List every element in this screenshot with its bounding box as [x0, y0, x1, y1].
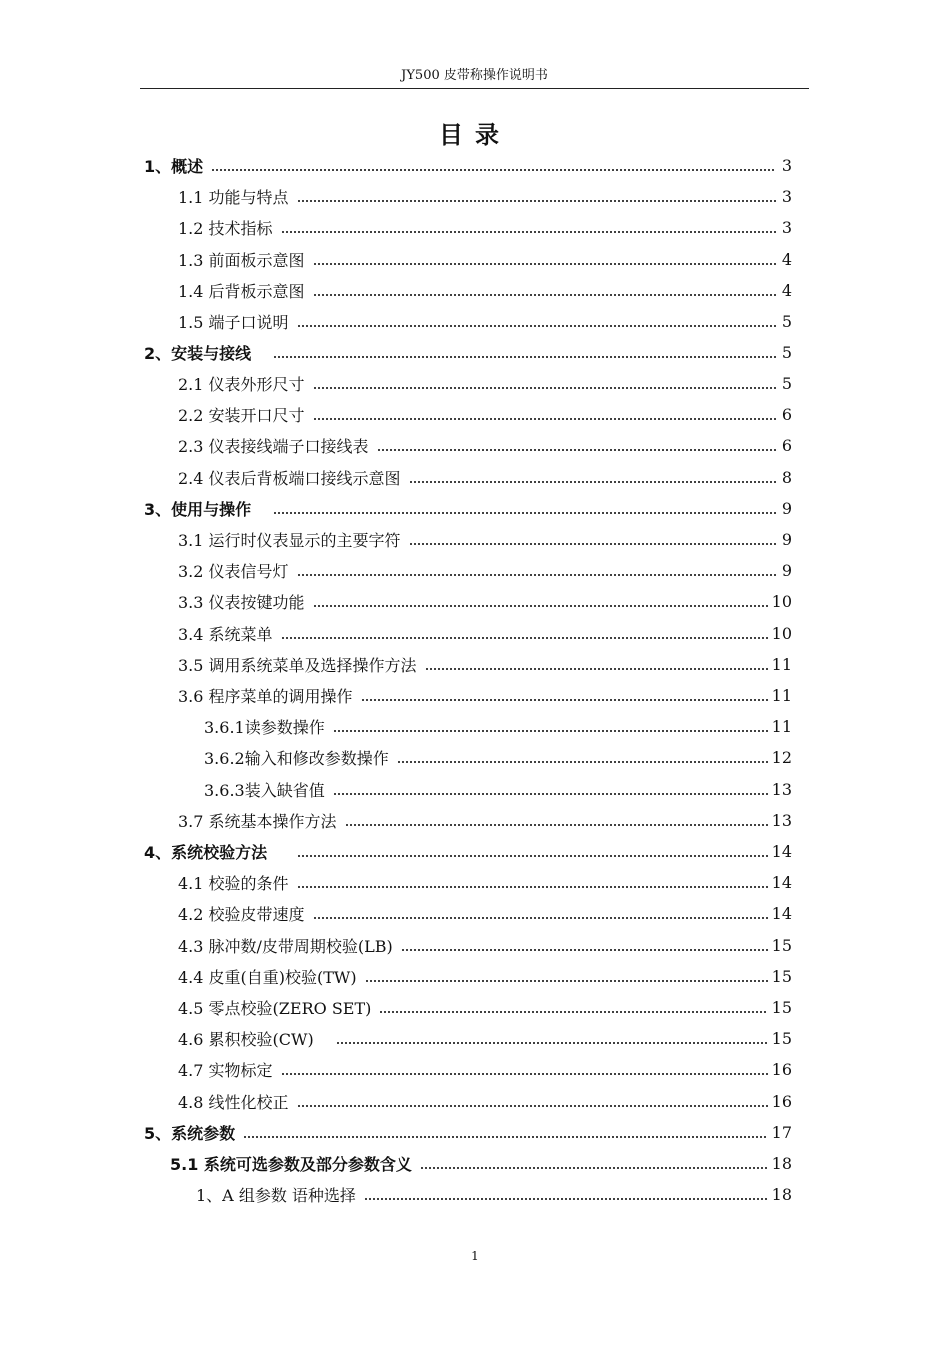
toc-entry-page: 3 — [781, 156, 792, 175]
toc-entry-2-1[interactable] — [178, 368, 792, 399]
toc-entry-4-7[interactable] — [178, 1054, 792, 1085]
toc-entry-label: 4.5 零点校验(ZERO SET) — [178, 999, 372, 1018]
toc-entry-label: 4、系统校验方法 — [144, 843, 268, 862]
toc-entry-page: 11 — [771, 717, 792, 736]
toc-entry-page: 15 — [771, 967, 792, 986]
dot-leader — [243, 1125, 768, 1141]
toc-entry-page: 5 — [781, 312, 792, 331]
toc-entry-page: 9 — [781, 530, 792, 549]
toc-entry-page: 15 — [771, 936, 792, 955]
dot-leader — [313, 376, 776, 392]
toc-entry-label: 1.1 功能与特点 — [178, 188, 289, 207]
toc-entry-label: 3.3 仪表按键功能 — [178, 593, 305, 612]
toc-entry-page: 18 — [771, 1154, 792, 1173]
toc-entry-label: 4.7 实物标定 — [178, 1061, 273, 1080]
toc-entry-label: 3.7 系统基本操作方法 — [178, 812, 337, 831]
toc-entry-label: 1、A 组参数 语种选择 — [196, 1186, 356, 1205]
toc-entry-label: 3.2 仪表信号灯 — [178, 562, 289, 581]
dot-leader — [361, 688, 768, 704]
toc-entry-page: 13 — [771, 811, 792, 830]
toc-entry-section-5[interactable] — [144, 1117, 792, 1148]
dot-leader — [281, 626, 768, 642]
toc-entry-page: 15 — [771, 1029, 792, 1048]
toc-entry-page: 14 — [771, 842, 792, 861]
toc-entry-page: 17 — [771, 1123, 792, 1142]
dot-leader — [297, 875, 768, 891]
toc-entry-page: 13 — [771, 780, 792, 799]
toc-entry-4-8[interactable] — [178, 1086, 792, 1117]
toc-entry-label: 3.6.1读参数操作 — [204, 718, 325, 737]
toc-entry-page: 10 — [771, 624, 792, 643]
toc-entry-label: 1.5 端子口说明 — [178, 313, 289, 332]
dot-leader — [401, 938, 768, 954]
toc-entry-label: 1.4 后背板示意图 — [178, 282, 305, 301]
toc-entry-3-2[interactable] — [178, 555, 792, 586]
toc-entry-label: 5.1 系统可选参数及部分参数含义 — [170, 1155, 412, 1174]
dot-leader — [297, 314, 776, 330]
toc-entry-5-1[interactable] — [170, 1148, 792, 1179]
toc-entry-page: 11 — [771, 655, 792, 674]
toc-entry-1-5[interactable] — [178, 306, 792, 337]
dot-leader — [297, 563, 776, 579]
dot-leader — [313, 594, 768, 610]
dot-leader — [365, 969, 768, 985]
toc-entry-4-1[interactable] — [178, 867, 792, 898]
page-number: 1 — [471, 1249, 479, 1263]
toc-entry-page: 8 — [781, 468, 792, 487]
toc-entry-3-6-1[interactable] — [204, 711, 792, 742]
toc-entry-page: 9 — [781, 499, 792, 518]
toc-entry-3-6-2[interactable] — [204, 742, 792, 773]
toc-entry-4-5[interactable] — [178, 992, 792, 1023]
dot-leader — [273, 345, 776, 361]
toc-entry-2-4[interactable] — [178, 462, 792, 493]
toc-entry-page: 3 — [781, 187, 792, 206]
dot-leader — [281, 1062, 768, 1078]
toc-entry-3-1[interactable] — [178, 524, 792, 555]
dot-leader — [313, 906, 768, 922]
header-title: JY500 皮带称操作说明书 — [401, 68, 548, 83]
toc-entry-label: 2.4 仪表后背板端口接线示意图 — [178, 469, 401, 488]
toc-entry-page: 14 — [771, 873, 792, 892]
toc-entry-page: 14 — [771, 904, 792, 923]
toc-entry-page: 10 — [771, 592, 792, 611]
toc-entry-1-3[interactable] — [178, 244, 792, 275]
dot-leader — [336, 1031, 768, 1047]
toc-entry-section-1[interactable] — [144, 150, 792, 181]
toc-entry-label: 3.5 调用系统菜单及选择操作方法 — [178, 656, 417, 675]
toc-entry-section-4[interactable] — [144, 836, 792, 867]
toc-entry-4-2[interactable] — [178, 898, 792, 929]
dot-leader — [297, 1094, 768, 1110]
toc-entry-5-1-a[interactable] — [196, 1179, 792, 1210]
toc-entry-4-4[interactable] — [178, 961, 792, 992]
page-header — [140, 66, 809, 89]
toc-entry-label: 3.4 系统菜单 — [178, 625, 273, 644]
dot-leader — [297, 189, 776, 205]
toc-entry-label: 3.6.2输入和修改参数操作 — [204, 749, 389, 768]
toc-entry-2-2[interactable] — [178, 399, 792, 430]
toc-entry-label: 3、使用与操作 — [144, 500, 252, 519]
toc-entry-page: 16 — [771, 1060, 792, 1079]
toc-entry-label: 4.3 脉冲数/皮带周期校验(LB) — [178, 937, 393, 956]
dot-leader — [333, 719, 768, 735]
toc-entry-label: 4.8 线性化校正 — [178, 1093, 289, 1112]
toc-entry-3-5[interactable] — [178, 649, 792, 680]
toc-entry-label: 4.2 校验皮带速度 — [178, 905, 305, 924]
toc-entry-page: 9 — [781, 561, 792, 580]
toc-entry-page: 18 — [771, 1185, 792, 1204]
toc-entry-page: 16 — [771, 1092, 792, 1111]
toc-entry-label: 1、概述 — [144, 157, 204, 176]
toc-entry-section-3[interactable] — [144, 493, 792, 524]
dot-leader — [281, 220, 776, 236]
toc-entry-page: 6 — [781, 436, 792, 455]
dot-leader — [333, 782, 768, 798]
dot-leader — [377, 438, 776, 454]
toc-entry-page: 6 — [781, 405, 792, 424]
toc-entry-page: 12 — [771, 748, 792, 767]
dot-leader — [273, 501, 776, 517]
toc-entry-3-6[interactable] — [178, 680, 792, 711]
toc-entry-label: 4.6 累积校验(CW) — [178, 1030, 314, 1049]
toc-entry-label: 1.3 前面板示意图 — [178, 251, 305, 270]
dot-leader — [364, 1187, 768, 1203]
toc-entry-label: 4.1 校验的条件 — [178, 874, 289, 893]
dot-leader — [425, 657, 768, 673]
toc-entry-label: 1.2 技术指标 — [178, 219, 273, 238]
toc-entry-page: 4 — [781, 281, 792, 300]
toc-entry-label: 5、系统参数 — [144, 1124, 236, 1143]
toc-entry-4-6[interactable] — [178, 1023, 792, 1054]
toc-title: 目录 — [439, 121, 511, 149]
dot-leader — [409, 470, 776, 486]
dot-leader — [313, 283, 776, 299]
toc-entry-label: 2.1 仪表外形尺寸 — [178, 375, 305, 394]
toc-entry-page: 11 — [771, 686, 792, 705]
toc-entry-label: 4.4 皮重(自重)校验(TW) — [178, 968, 357, 987]
toc-entry-page: 15 — [771, 998, 792, 1017]
toc-entry-page: 5 — [781, 374, 792, 393]
dot-leader — [313, 407, 776, 423]
dot-leader — [379, 1000, 767, 1016]
toc-entry-page: 3 — [781, 218, 792, 237]
toc-entry-label: 2、安装与接线 — [144, 344, 252, 363]
dot-leader — [313, 252, 776, 268]
toc-entry-1-1[interactable] — [178, 181, 792, 212]
dot-leader — [409, 532, 776, 548]
toc-entry-4-3[interactable] — [178, 930, 792, 961]
dot-leader — [345, 813, 768, 829]
toc-entry-label: 3.6 程序菜单的调用操作 — [178, 687, 353, 706]
toc-entry-label: 2.3 仪表接线端子口接线表 — [178, 437, 369, 456]
toc-entry-page: 4 — [781, 250, 792, 269]
toc-entry-3-6-3[interactable] — [204, 774, 792, 805]
dot-leader — [420, 1156, 768, 1172]
dot-leader — [297, 844, 768, 860]
toc-entry-label: 3.6.3装入缺省值 — [204, 781, 325, 800]
toc-entry-3-3[interactable] — [178, 586, 792, 617]
dot-leader — [397, 750, 768, 766]
toc-entry-label: 2.2 安装开口尺寸 — [178, 406, 305, 425]
toc-entry-label: 3.1 运行时仪表显示的主要字符 — [178, 531, 401, 550]
toc-entry-1-2[interactable] — [178, 212, 792, 243]
toc-entry-page: 5 — [781, 343, 792, 362]
toc-entry-3-4[interactable] — [178, 618, 792, 649]
toc-entry-section-2[interactable] — [144, 337, 792, 368]
toc-entry-3-7[interactable] — [178, 805, 792, 836]
dot-leader — [211, 158, 776, 174]
toc-entry-1-4[interactable] — [178, 275, 792, 306]
toc-entry-2-3[interactable] — [178, 430, 792, 461]
